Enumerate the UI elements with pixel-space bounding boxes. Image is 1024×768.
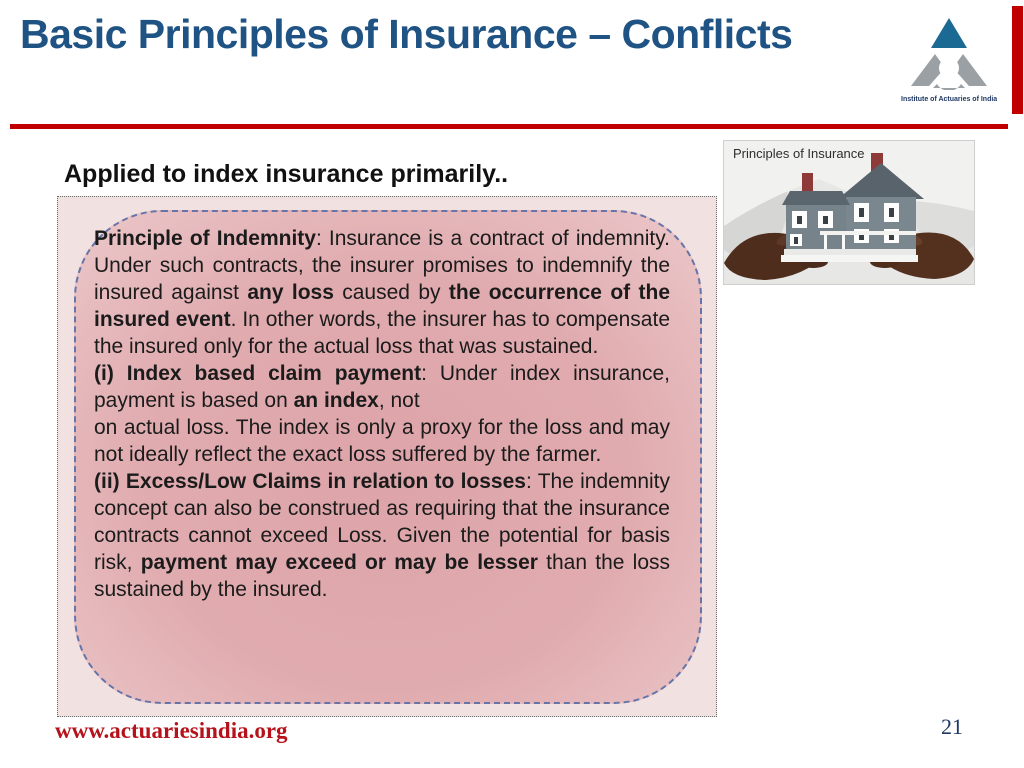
slide-subtitle: Applied to index insurance primarily..: [64, 160, 509, 188]
logo-arc-icon: [933, 84, 965, 90]
logo-circle-icon: [939, 58, 959, 78]
insurance-photo: [723, 140, 975, 285]
paragraph: (ii) Excess/Low Claims in relation to losses: The indemnity concept can also be construed as requiring that the insurance contracts cannot exceed Loss. Given the potential for basis risk, payment may exceed or may be lesser than the loss sustained by the insured.: [94, 470, 671, 601]
house-in-hands-icon: [724, 141, 974, 284]
content-box: [57, 196, 717, 717]
title-divider-line: [10, 124, 1008, 129]
paragraph: (i) Index based claim payment: Under index insurance, payment is based on an index, not: [94, 362, 670, 412]
paragraph: Principle of Indemnity: Insurance is a contract of indemnity. Under such contracts, the insurer promises to indemnify the insured against any loss caused by the occurrence of the insured event. In other words, the insurer has to compensate the insured only for the actual loss that was sustained.: [94, 227, 670, 358]
page-number: 21: [941, 714, 963, 739]
footer-link[interactable]: www.actuariesindia.org: [55, 718, 288, 743]
photo-caption: Principles of Insurance: [733, 146, 865, 161]
iai-logo-icon: [901, 16, 997, 90]
indemnity-text: [94, 225, 670, 603]
logo-triangle-icon: [931, 18, 967, 48]
slide-title: Basic Principles of Insurance – Conflicts: [20, 11, 793, 57]
logo-caption: Institute of Actuaries of India: [901, 96, 998, 103]
iai-logo: [901, 16, 997, 103]
paragraph: on actual loss. The index is only a proxy for the loss and may not ideally reflect the exact loss suffered by the farmer.: [94, 416, 670, 466]
indemnity-shape: [74, 210, 702, 704]
red-accent-bar: [1012, 6, 1023, 114]
